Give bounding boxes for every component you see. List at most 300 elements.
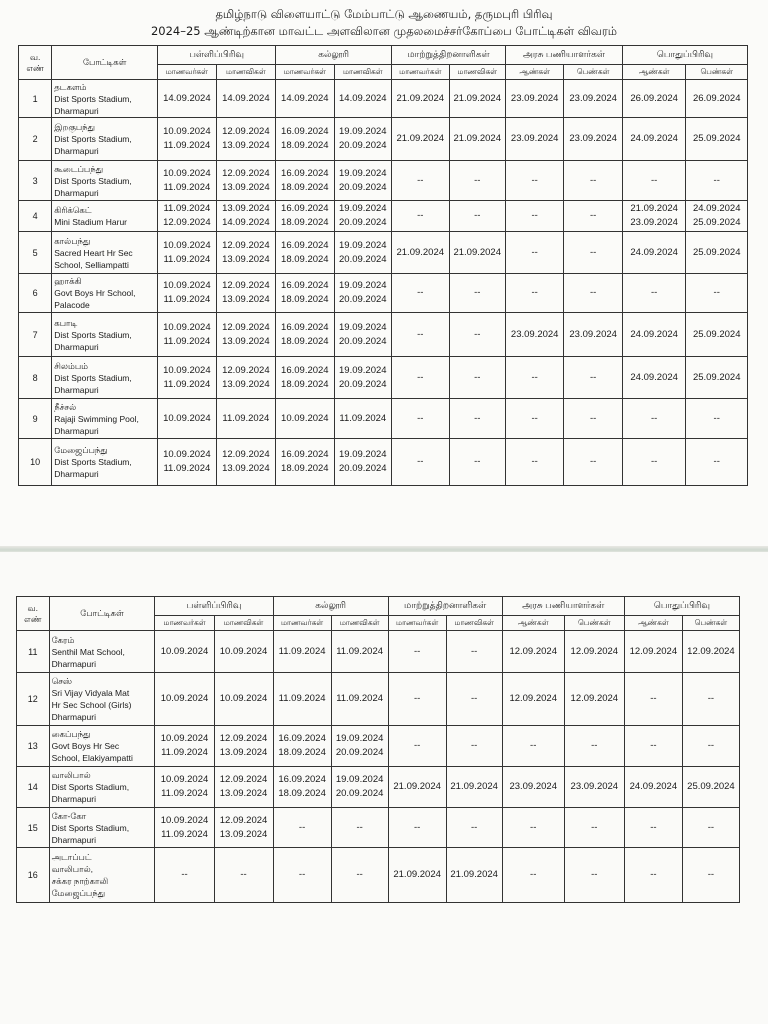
date-value: 18.09.2024	[278, 747, 326, 758]
date-cell	[622, 232, 686, 274]
date-cell	[446, 673, 502, 726]
date-value: 12.09.2024	[163, 217, 211, 228]
date-value: --	[474, 328, 481, 340]
date-value: 13.09.2024	[222, 335, 270, 347]
date-value: 25.09.2024	[687, 781, 735, 792]
date-value: --	[240, 869, 247, 880]
date-cell	[564, 767, 624, 808]
document-title	[0, 6, 768, 40]
date-value: --	[470, 693, 478, 704]
date-cell	[214, 726, 273, 767]
date-cell	[449, 439, 505, 486]
date-value: 18.09.2024	[281, 463, 329, 474]
date-value: 19.09.2024	[339, 126, 387, 137]
date-cell	[564, 808, 624, 848]
date-value: 16.09.2024	[281, 203, 329, 214]
event-venue-cell	[52, 439, 158, 486]
date-cell	[449, 201, 505, 232]
date-value: --	[413, 740, 421, 751]
date-cell	[686, 80, 748, 118]
date-cell	[331, 767, 388, 808]
table-row	[17, 673, 740, 726]
event-line: School, Selliampatti	[54, 259, 129, 270]
row-number: 4	[19, 201, 52, 232]
date-value: --	[713, 174, 720, 186]
table-row	[19, 313, 748, 357]
event-line: Dharmapuri	[51, 712, 96, 722]
date-cell	[388, 631, 446, 673]
row-number: 10	[19, 439, 52, 486]
date-value: 13.09.2024	[222, 181, 270, 193]
event-venue-cell	[49, 673, 155, 726]
group-header: பள்ளிப்பிரிவு	[158, 46, 276, 65]
date-value: 26.09.2024	[630, 92, 678, 104]
date-value: 14.09.2024	[339, 92, 387, 104]
date-cell	[334, 313, 391, 357]
date-value: --	[474, 174, 481, 186]
date-cell	[564, 232, 622, 274]
date-cell	[214, 631, 273, 673]
date-value: 19.09.2024	[335, 733, 384, 744]
table-row	[19, 274, 748, 313]
event-line: Dist Sports Stadium,	[54, 175, 132, 186]
date-cell	[273, 673, 331, 726]
table-row	[19, 232, 748, 274]
date-value: 23.09.2024	[569, 92, 617, 104]
date-value: 11.09.2024	[161, 747, 208, 758]
event-line: சிலம்பம்	[54, 360, 88, 371]
subgroup-header: மாணவர்கள்	[155, 616, 214, 631]
date-value: 19.09.2024	[339, 321, 387, 333]
event-line: வாலிபால்	[51, 770, 91, 780]
date-cell	[158, 357, 216, 399]
date-value: --	[531, 287, 538, 298]
date-value: 10.09.2024	[160, 733, 209, 744]
date-value: 19.09.2024	[339, 167, 387, 179]
date-cell	[334, 118, 391, 161]
date-value: --	[417, 371, 424, 383]
date-value: 11.09.2024	[163, 294, 211, 305]
event-line: Mini Stadium Harur	[54, 217, 128, 227]
date-value: 14.09.2024	[163, 92, 211, 104]
date-value: --	[417, 174, 424, 186]
date-value: 16.09.2024	[278, 774, 326, 785]
event-venue-cell	[49, 767, 155, 808]
event-line: Sri Vijay Vidyala Mat	[51, 688, 130, 698]
date-value: 10.09.2024	[163, 321, 211, 333]
date-cell	[622, 357, 686, 399]
date-cell	[624, 848, 682, 903]
date-cell	[214, 848, 273, 903]
date-value: 25.09.2024	[692, 371, 741, 383]
date-value: 20.09.2024	[339, 378, 387, 390]
date-cell	[622, 274, 686, 313]
date-value: --	[707, 740, 715, 751]
date-cell	[388, 726, 446, 767]
date-value: --	[590, 210, 597, 221]
date-value: 16.09.2024	[281, 167, 329, 179]
date-cell	[682, 631, 739, 673]
sl-no-header	[19, 46, 52, 80]
date-value: --	[298, 821, 306, 833]
date-value: 20.09.2024	[339, 335, 387, 347]
event-line: வாலிபால்,	[51, 864, 93, 874]
group-header: பள்ளிப்பிரிவு	[155, 597, 273, 616]
row-number: 1	[19, 80, 52, 118]
date-value: 13.09.2024	[222, 463, 270, 474]
date-value: 24.09.2024	[630, 371, 678, 383]
date-value: 21.09.2024	[453, 133, 501, 144]
date-value: --	[650, 740, 657, 751]
event-venue-cell	[52, 118, 158, 161]
date-cell	[682, 848, 739, 903]
event-line: மேஜைப்பந்து	[51, 888, 106, 898]
row-number: 16	[17, 848, 50, 903]
date-cell	[624, 808, 682, 848]
date-value: --	[590, 456, 597, 467]
date-cell	[564, 673, 624, 726]
date-value: 12.09.2024	[222, 167, 270, 179]
date-value: --	[591, 740, 598, 751]
date-value: 26.09.2024	[692, 92, 741, 104]
date-value: --	[650, 821, 657, 833]
date-value: 11.09.2024	[339, 412, 387, 424]
event-line: கூடைப்பந்து	[54, 163, 104, 174]
row-number: 12	[17, 673, 50, 726]
date-cell	[505, 118, 563, 161]
date-cell	[624, 631, 682, 673]
date-value: --	[530, 821, 537, 833]
date-value: --	[470, 645, 478, 657]
date-value: --	[530, 869, 537, 880]
date-value: 20.09.2024	[335, 747, 384, 758]
date-value: 23.09.2024	[630, 217, 678, 228]
date-cell	[276, 232, 334, 274]
date-value: 18.09.2024	[278, 788, 326, 799]
date-value: 18.09.2024	[281, 294, 329, 305]
date-cell	[564, 274, 622, 313]
date-value: --	[417, 412, 424, 424]
date-value: --	[651, 412, 658, 424]
date-cell	[564, 399, 622, 439]
date-value: 11.09.2024	[163, 140, 211, 151]
row-number: 2	[19, 118, 52, 161]
table-row	[19, 118, 748, 161]
date-value: 25.09.2024	[692, 246, 741, 258]
date-value: 21.09.2024	[450, 781, 498, 792]
event-venue-cell	[49, 726, 155, 767]
table-row	[17, 848, 740, 903]
header-row-groups	[19, 46, 748, 65]
date-value: 20.09.2024	[339, 253, 387, 265]
subgroup-header: பெண்கள்	[682, 616, 739, 631]
subgroup-header: பெண்கள்	[564, 616, 624, 631]
subgroup-header: மாணவிகள்	[216, 65, 276, 80]
date-cell	[622, 439, 686, 486]
date-value: 12.09.2024	[570, 693, 619, 704]
date-value: 23.09.2024	[569, 328, 617, 340]
date-cell	[502, 808, 564, 848]
event-line: Senthil Mat School,	[51, 646, 125, 657]
date-value: 10.09.2024	[163, 126, 211, 137]
group-header: பொதுப்பிரிவு	[622, 46, 747, 65]
date-value: 19.09.2024	[335, 774, 384, 785]
date-value: 24.09.2024	[630, 328, 678, 340]
date-value: 11.09.2024	[163, 181, 211, 193]
date-cell	[622, 80, 686, 118]
date-cell	[276, 80, 334, 118]
title-line-1: தமிழ்நாடு விளையாட்டு மேம்பாட்டு ஆணையம், தருமபுரி பிரிவு	[215, 7, 553, 21]
group-header: அரசு பணியாளர்கள்	[505, 46, 622, 65]
date-cell	[564, 161, 622, 201]
date-value: 12.09.2024	[570, 645, 619, 657]
date-cell	[334, 439, 391, 486]
event-venue-cell	[52, 399, 158, 439]
date-value: --	[707, 821, 715, 833]
date-value: 21.09.2024	[453, 246, 501, 258]
date-value: 10.09.2024	[163, 239, 211, 251]
subgroup-header: ஆண்கள்	[622, 65, 686, 80]
date-cell	[334, 274, 391, 313]
date-value: --	[413, 821, 421, 833]
date-value: 11.09.2024	[222, 412, 270, 424]
date-value: 10.09.2024	[163, 412, 211, 424]
date-cell	[624, 673, 682, 726]
date-cell	[624, 726, 682, 767]
date-value: --	[651, 174, 658, 186]
date-cell	[273, 767, 331, 808]
date-value: --	[474, 210, 481, 221]
date-value: 12.09.2024	[509, 693, 557, 704]
date-value: 13.09.2024	[222, 378, 270, 390]
title-line-2: 2024–25 ஆண்டிற்கான மாவட்ட அளவிலான முதலமைச்சர்கோப்பை போட்டிகள் விவரம்	[150, 24, 618, 38]
date-value: 21.09.2024	[393, 869, 441, 880]
date-value: 18.09.2024	[281, 378, 329, 390]
event-header: போட்டிகள்	[49, 597, 155, 631]
date-cell	[505, 80, 563, 118]
date-cell	[158, 439, 216, 486]
event-line: Palacode	[54, 300, 90, 310]
date-value: --	[590, 246, 597, 258]
date-value: --	[650, 693, 657, 704]
date-value: 10.09.2024	[281, 412, 329, 424]
date-cell	[502, 848, 564, 903]
date-cell	[564, 726, 624, 767]
date-cell	[449, 313, 505, 357]
event-line: தடகளம்	[54, 81, 87, 92]
date-value: 19.09.2024	[339, 239, 387, 251]
date-value: --	[470, 821, 478, 833]
event-venue-cell	[49, 631, 155, 673]
date-cell	[449, 118, 505, 161]
date-value: --	[713, 287, 720, 298]
date-value: 13.09.2024	[219, 747, 268, 758]
table-row	[19, 201, 748, 232]
event-venue-cell	[52, 232, 158, 274]
date-value: 18.09.2024	[281, 140, 329, 151]
date-cell	[331, 673, 388, 726]
date-value: 14.09.2024	[222, 217, 270, 228]
event-line: Sacred Heart Hr Sec	[54, 247, 133, 258]
date-cell	[446, 631, 502, 673]
date-cell	[622, 161, 686, 201]
date-value: --	[713, 412, 720, 424]
date-cell	[392, 232, 449, 274]
date-value: 11.09.2024	[336, 693, 384, 704]
sl-no-label: எண்	[24, 613, 42, 624]
date-cell	[686, 357, 748, 399]
date-cell	[502, 767, 564, 808]
date-cell	[216, 399, 276, 439]
date-cell	[334, 80, 391, 118]
date-value: 10.09.2024	[160, 693, 209, 704]
date-cell	[388, 767, 446, 808]
date-value: 11.09.2024	[163, 378, 211, 390]
event-line: கால்பந்து	[54, 235, 91, 246]
date-cell	[564, 631, 624, 673]
sl-no-label: வ.	[27, 602, 39, 613]
date-cell	[392, 439, 449, 486]
subgroup-header: மாணவிகள்	[334, 65, 391, 80]
date-value: 24.09.2024	[630, 246, 678, 258]
date-value: 19.09.2024	[339, 364, 387, 376]
date-cell	[686, 439, 748, 486]
row-number: 7	[19, 313, 52, 357]
date-cell	[388, 808, 446, 848]
date-cell	[505, 274, 563, 313]
sl-no-label: எண்	[26, 62, 44, 73]
row-number: 9	[19, 399, 52, 439]
header-row-groups	[17, 597, 740, 616]
date-cell	[446, 808, 502, 848]
date-value: 23.09.2024	[510, 133, 559, 144]
date-cell	[502, 631, 564, 673]
date-value: 16.09.2024	[278, 733, 326, 744]
date-value: --	[590, 371, 597, 383]
sl-no-label: வ.	[29, 51, 41, 62]
date-value: 16.09.2024	[281, 449, 329, 460]
date-value: 16.09.2024	[281, 126, 329, 137]
date-cell	[682, 808, 739, 848]
date-cell	[622, 118, 686, 161]
row-number: 15	[17, 808, 50, 848]
date-cell	[392, 201, 449, 232]
date-value: --	[531, 246, 538, 258]
date-cell	[564, 313, 622, 357]
date-value: 21.09.2024	[396, 92, 445, 104]
date-value: 21.09.2024	[630, 203, 678, 214]
date-value: 18.09.2024	[281, 335, 329, 347]
date-value: 14.09.2024	[222, 92, 270, 104]
date-value: 18.09.2024	[281, 253, 329, 265]
group-header: மாற்றுத்திறனாளிகள்	[392, 46, 506, 65]
date-cell	[276, 399, 334, 439]
subgroup-header: மாணவிகள்	[214, 616, 273, 631]
event-venue-cell	[52, 313, 158, 357]
date-cell	[446, 726, 502, 767]
date-cell	[276, 313, 334, 357]
date-value: --	[651, 287, 658, 298]
date-cell	[449, 357, 505, 399]
date-value: --	[531, 371, 538, 383]
row-number: 6	[19, 274, 52, 313]
table-row	[17, 726, 740, 767]
subgroup-header: பெண்கள்	[686, 65, 748, 80]
table-row	[17, 808, 740, 848]
date-cell	[622, 201, 686, 232]
date-cell	[564, 118, 622, 161]
event-line: Dharmapuri	[54, 146, 99, 156]
event-venue-cell	[49, 808, 155, 848]
date-cell	[158, 161, 216, 201]
subgroup-header: மாணவிகள்	[446, 616, 502, 631]
event-line: கிரிக்கெட்	[54, 205, 92, 215]
date-cell	[392, 80, 449, 118]
date-cell	[276, 274, 334, 313]
date-cell	[622, 399, 686, 439]
date-value: 12.09.2024	[219, 814, 268, 826]
date-value: 11.09.2024	[163, 335, 211, 347]
date-value: 23.09.2024	[510, 92, 559, 104]
date-value: --	[591, 869, 598, 880]
date-cell	[449, 80, 505, 118]
date-cell	[276, 161, 334, 201]
date-cell	[158, 201, 216, 232]
date-value: 20.09.2024	[339, 463, 387, 474]
date-cell	[682, 767, 739, 808]
date-cell	[392, 399, 449, 439]
date-cell	[564, 201, 622, 232]
date-cell	[449, 232, 505, 274]
date-value: 19.09.2024	[339, 280, 387, 291]
event-line: செஸ்	[51, 676, 73, 686]
event-line: Dharmapuri	[51, 794, 96, 804]
group-header: அரசு பணியாளர்கள்	[502, 597, 624, 616]
date-cell	[334, 201, 391, 232]
schedule-table-1	[18, 45, 748, 486]
table-row	[19, 357, 748, 399]
date-value: --	[470, 740, 478, 751]
date-cell	[158, 232, 216, 274]
subgroup-header: மாணவிகள்	[449, 65, 505, 80]
date-value: 11.09.2024	[163, 203, 211, 214]
date-value: --	[590, 174, 597, 186]
date-cell	[216, 232, 276, 274]
date-cell	[216, 118, 276, 161]
date-value: 11.09.2024	[278, 693, 326, 704]
date-cell	[273, 726, 331, 767]
date-value: 21.09.2024	[450, 869, 498, 880]
date-value: --	[181, 869, 188, 880]
event-line: Dharmapuri	[54, 105, 99, 116]
date-cell	[686, 274, 748, 313]
date-cell	[388, 848, 446, 903]
date-value: 24.09.2024	[692, 203, 741, 214]
date-value: 11.09.2024	[278, 645, 326, 657]
event-line: Dist Sports Stadium,	[54, 134, 132, 144]
date-value: 12.09.2024	[629, 645, 678, 657]
date-value: 10.09.2024	[219, 693, 268, 704]
date-value: --	[590, 412, 597, 424]
date-cell	[214, 767, 273, 808]
date-cell	[158, 399, 216, 439]
date-cell	[686, 201, 748, 232]
date-cell	[388, 673, 446, 726]
date-value: 10.09.2024	[160, 645, 209, 657]
date-cell	[214, 808, 273, 848]
date-value: 12.09.2024	[222, 126, 270, 137]
event-line: Dist Sports Stadium,	[54, 93, 132, 104]
